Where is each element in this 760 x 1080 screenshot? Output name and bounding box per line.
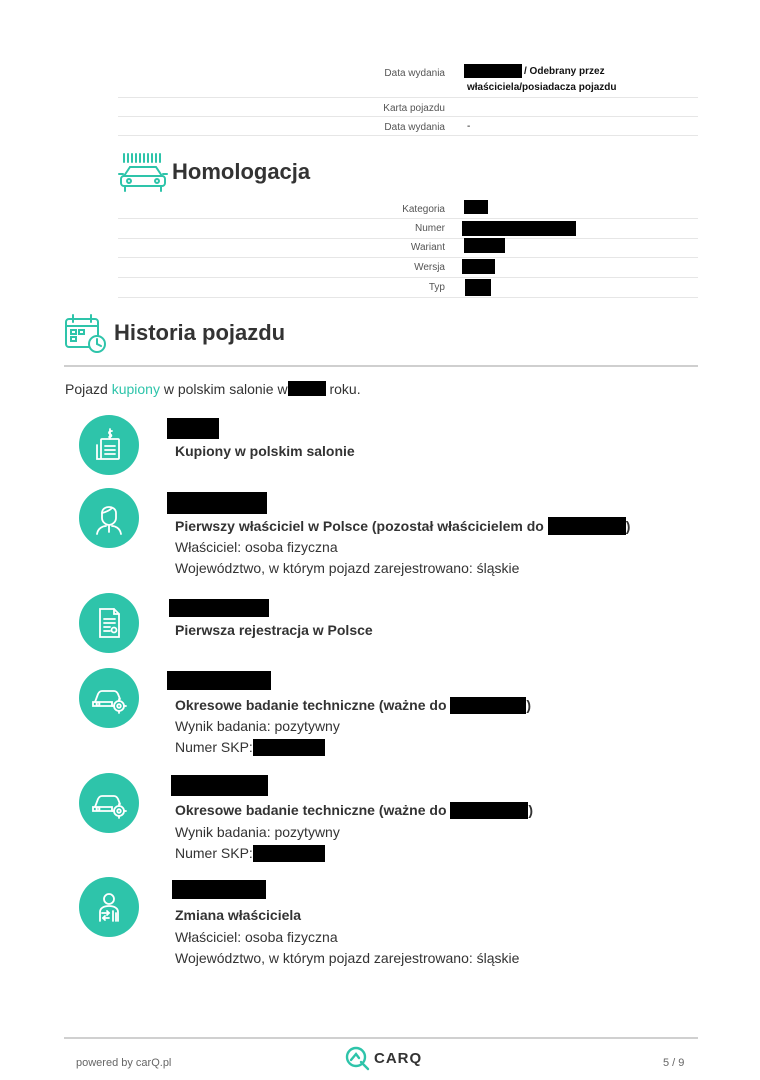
registration-document-icon <box>79 593 139 653</box>
numer-label: Numer <box>414 223 445 234</box>
data-wydania-label-2: Data wydania <box>384 122 445 133</box>
event-title: Okresowe badanie techniczne (ważne do ) <box>175 697 532 713</box>
homologacja-title: Homologacja <box>172 159 311 184</box>
event-result-line: Wynik badania: pozytywny <box>175 718 340 734</box>
divider <box>118 135 698 136</box>
carq-logo-text: CARQ <box>374 1050 423 1067</box>
event-title: Pierwszy właściciel w Polsce (pozostał właścicielem do ) <box>175 518 631 534</box>
redacted-date <box>464 64 522 78</box>
event-icon-circle <box>79 593 139 653</box>
redacted-event-date <box>171 775 268 796</box>
divider <box>118 277 698 278</box>
divider <box>118 116 698 117</box>
redacted-year <box>288 381 326 396</box>
event-icon-circle <box>79 877 139 937</box>
receipt-dollar-icon <box>79 415 139 475</box>
kupiony-link[interactable]: kupiony <box>111 381 160 397</box>
divider <box>118 257 698 258</box>
powered-by-text: powered by carQ.pl <box>76 1057 172 1069</box>
person-icon <box>79 488 139 548</box>
divider <box>118 97 698 98</box>
divider <box>118 218 698 219</box>
data-wydania-label: Data wydania <box>384 68 445 79</box>
event-owner-line: Właściciel: osoba fizyczna <box>175 539 338 555</box>
calendar-clock-icon <box>64 313 108 355</box>
event-owner-line: Właściciel: osoba fizyczna <box>175 929 338 945</box>
footer-divider <box>64 1037 698 1039</box>
redacted-event-date <box>167 671 271 690</box>
event-icon-circle <box>79 415 139 475</box>
car-gear-icon <box>79 773 139 833</box>
redacted-valid-until <box>450 697 526 714</box>
page-number: 5 / 9 <box>663 1057 685 1069</box>
wersja-label: Wersja <box>414 262 445 273</box>
redacted-wariant <box>464 238 505 253</box>
redacted-wersja <box>462 259 495 274</box>
redacted-event-date <box>167 418 219 439</box>
event-result-line: Wynik badania: pozytywny <box>175 824 340 840</box>
status-line-2: właściciela/posiadacza pojazdu <box>467 82 617 93</box>
redacted-kategoria <box>464 200 488 214</box>
karta-pojazdu-label: Karta pojazdu <box>383 103 445 114</box>
event-icon-circle <box>79 773 139 833</box>
typ-label: Typ <box>428 282 445 293</box>
section-divider <box>64 365 698 367</box>
event-title: Kupiony w polskim salonie <box>175 443 355 459</box>
redacted-owner-until <box>548 517 626 535</box>
redacted-event-date <box>169 599 269 617</box>
redacted-skp <box>253 739 325 756</box>
data-wydania-value-2: - <box>467 121 471 132</box>
redacted-typ <box>465 279 491 296</box>
event-region-line: Województwo, w którym pojazd zarejestrowano: śląskie <box>175 950 520 966</box>
event-title: Okresowe badanie techniczne (ważne do ) <box>175 802 534 818</box>
car-gear-icon <box>79 668 139 728</box>
event-region-line: Województwo, w którym pojazd zarejestrowano: śląskie <box>175 560 520 576</box>
car-barcode-icon <box>118 152 168 194</box>
redacted-numer <box>462 221 576 236</box>
status-line-1: / Odebrany przez <box>524 66 605 77</box>
divider <box>118 238 698 239</box>
event-icon-circle <box>79 488 139 548</box>
event-icon-circle <box>79 668 139 728</box>
carq-logo-icon <box>344 1045 370 1071</box>
history-intro: Pojazd kupiony w polskim salonie w roku. <box>65 381 361 397</box>
redacted-valid-until <box>450 802 528 819</box>
wariant-label: Wariant <box>410 242 445 253</box>
event-title: Zmiana właściciela <box>175 907 302 923</box>
event-title: Pierwsza rejestracja w Polsce <box>175 622 373 638</box>
redacted-event-date <box>172 880 266 899</box>
redacted-event-date <box>167 492 267 514</box>
divider <box>118 297 698 298</box>
kategoria-label: Kategoria <box>402 204 445 215</box>
historia-title: Historia pojazdu <box>114 320 286 345</box>
redacted-skp <box>253 845 325 862</box>
owner-change-icon <box>79 877 139 937</box>
event-skp-line: Numer SKP: <box>175 845 325 862</box>
event-skp-line: Numer SKP: <box>175 739 325 756</box>
